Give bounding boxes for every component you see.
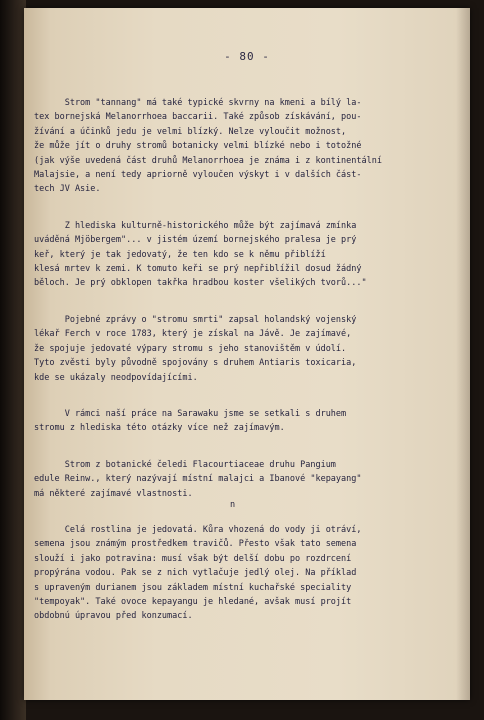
text-line: (jak výše uvedená část druhů Melanorrhoea je známa i z kontinentální xyxy=(34,155,382,166)
margin-mark: n xyxy=(230,500,236,510)
text-line: žívání a účinků jedu je velmi blízký. Nelze vyloučit možnost, xyxy=(34,126,347,137)
text-line: tex bornejská Melanorrhoea baccarii. Také způsob získávání, pou- xyxy=(34,112,362,123)
text-line: Z hlediska kulturně-historického může být zajímavá zmínka xyxy=(34,220,357,231)
paragraph-mjoberg xyxy=(34,219,464,291)
text-line: semena jsou známým prostředkem travičů. Přesto však tato semena xyxy=(34,539,357,550)
text-line: kde se ukázaly neodpovídajícími. xyxy=(34,372,198,383)
paragraph-pangium xyxy=(34,458,464,501)
document-page xyxy=(24,8,470,700)
text-line: Pojebné zprávy o "stromu smrti" zapsal holandský vojenský xyxy=(34,314,357,325)
paragraph-strom-smrti xyxy=(34,313,464,385)
text-line: V rámci naší práce na Sarawaku jsme se setkali s druhem xyxy=(34,408,347,419)
text-line: obdobnú úpravou před konzumací. xyxy=(34,611,193,622)
text-line: keř, který je tak jedovatý, že ten kdo se k němu přiblíží xyxy=(34,249,326,260)
body-text xyxy=(34,96,464,624)
text-line: propýrána vodou. Pak se z nich vytlačuje jedlý olej. Na příklad xyxy=(34,568,357,579)
text-line: že může jít o druhy stromů botanicky velmi blízké nebo i totožné xyxy=(34,141,362,152)
text-line: tech JV Asie. xyxy=(34,184,101,195)
text-line: lékař Ferch v roce 1783, který je získal na Jávě. Je zajímavé, xyxy=(34,329,352,340)
text-line: slouží i jako potravina: musí však být delší dobu po rozdrcení xyxy=(34,553,352,564)
text-line: Strom "tannang" má také typické skvrny na kmeni a bílý la- xyxy=(34,98,362,108)
paragraph-tannang xyxy=(34,96,464,197)
text-line: má některé zajímavé vlastnosti. xyxy=(34,488,193,499)
paragraph-jedovata xyxy=(34,523,464,624)
text-line: klesá mrtev k zemi. K tomuto keři se prý nepřiblížil dosud žádný xyxy=(34,264,362,275)
page-edge-shadow xyxy=(456,8,470,700)
text-line: Tyto zvěsti byly původně spojovány s druhem Antiaris toxicaria, xyxy=(34,358,357,369)
page-number: - 80 - xyxy=(224,50,270,63)
text-line: "tempoyak". Také ovoce kepayangu je hledané, avšak musí projít xyxy=(34,596,352,607)
book-binding xyxy=(0,0,26,720)
text-line: uváděná Mjöbergem"... v jistém území bornejského pralesa je prý xyxy=(34,235,357,246)
text-line: že spojuje jedovaté výpary stromu s jeho stanovištěm v údolí. xyxy=(34,343,347,354)
text-line: s upraveným durianem jsou základem místní kuchařské speciality xyxy=(34,582,352,593)
text-line: stromu z hlediska této otázky více než zajímavým. xyxy=(34,423,285,434)
text-line: edule Reinw., který nazývají místní malajci a Ibanové "kepayang" xyxy=(34,474,362,485)
text-line: běloch. Je prý obklopen takřka hradbou koster všelikých tvorů..." xyxy=(34,278,367,289)
text-line: Malajsie, a není tedy apriorně vyloučen výskyt i v dalších část- xyxy=(34,170,362,181)
text-line: Strom z botanické čeledi Flacourtiaceae druhu Pangium xyxy=(34,459,336,470)
text-line: Celá rostlina je jedovatá. Kůra vhozená do vody ji otráví, xyxy=(34,524,362,535)
paragraph-sarawak xyxy=(34,407,464,436)
